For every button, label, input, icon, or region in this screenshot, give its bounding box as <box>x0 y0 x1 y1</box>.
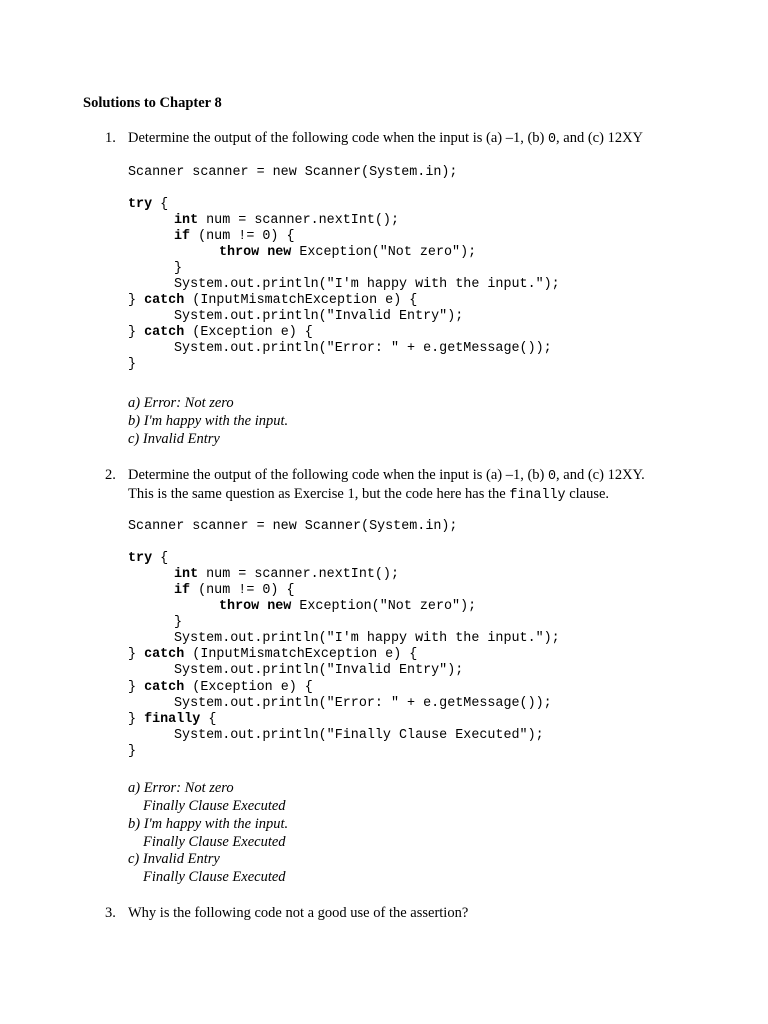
keyword: try <box>128 551 153 566</box>
code-line: System.out.println("I'm happy with the input."); <box>174 277 560 292</box>
answer-line: a) Error: Not zero <box>128 395 234 411</box>
code-line <box>174 213 399 229</box>
code-text: (InputMismatchException e) { <box>184 293 418 308</box>
question-1-text-zero: 0 <box>548 132 557 147</box>
code-text: (num != 0) { <box>190 229 295 244</box>
code-line: System.out.println("Invalid Entry"); <box>174 309 464 324</box>
code-text: { <box>200 712 217 727</box>
question-2-text-line1 <box>128 466 645 486</box>
answer-line: c) Invalid Entry <box>128 851 220 867</box>
code-text: (num != 0) { <box>190 583 295 598</box>
code-text: (Exception e) { <box>184 325 313 340</box>
question-1-number: 1. <box>105 130 116 146</box>
code-line <box>128 680 313 696</box>
code-line <box>128 551 168 567</box>
question-1-text-a: Determine the output of the following code when the input is (a) –1, (b) <box>128 130 548 146</box>
keyword: int <box>174 213 199 228</box>
question-2-text-finally: finally <box>509 488 566 503</box>
code-line: System.out.println("Finally Clause Executed"); <box>174 728 544 743</box>
code-line <box>128 325 313 341</box>
answer-line: c) Invalid Entry <box>128 431 220 447</box>
keyword: catch <box>144 647 185 662</box>
question-2-number: 2. <box>105 467 116 483</box>
question-1-text <box>128 129 643 149</box>
page-title: Solutions to Chapter 8 <box>83 95 222 111</box>
question-2-text-zero: 0 <box>548 469 557 484</box>
keyword: if <box>174 229 191 244</box>
code-text: (InputMismatchException e) { <box>184 647 418 662</box>
code-text: (Exception e) { <box>184 680 313 695</box>
code-line <box>174 229 295 245</box>
code-line: Scanner scanner = new Scanner(System.in); <box>128 165 458 180</box>
keyword: throw new <box>219 245 292 260</box>
question-2-text-c: , and (c) 12XY. <box>556 467 645 483</box>
code-text: { <box>152 197 169 212</box>
code-line: } <box>128 357 137 372</box>
keyword: throw new <box>219 599 292 614</box>
code-text: num = scanner.nextInt(); <box>198 567 400 582</box>
code-line <box>128 293 417 309</box>
answer-line: a) Error: Not zero <box>128 780 234 796</box>
code-line: System.out.println("Error: " + e.getMessage()); <box>174 341 552 356</box>
code-text: } <box>128 293 145 308</box>
code-line <box>219 599 476 615</box>
keyword: catch <box>144 293 185 308</box>
code-text: { <box>152 551 169 566</box>
keyword: int <box>174 567 199 582</box>
code-line <box>128 647 417 663</box>
answer-line: b) I'm happy with the input. <box>128 413 289 429</box>
keyword: finally <box>144 712 201 727</box>
question-2-text-b: This is the same question as Exercise 1, but the code here has the <box>128 486 510 502</box>
code-line <box>128 712 216 728</box>
code-line <box>174 583 295 599</box>
code-text: } <box>128 647 145 662</box>
question-1-text-c: , and (c) 12XY <box>556 130 644 146</box>
code-line: Scanner scanner = new Scanner(System.in); <box>128 519 458 534</box>
code-text: } <box>128 680 145 695</box>
question-2-text-a: Determine the output of the following code when the input is (a) –1, (b) <box>128 467 548 483</box>
question-3-text: Why is the following code not a good use of the assertion? <box>128 905 469 921</box>
code-text: } <box>128 712 145 727</box>
code-line: System.out.println("I'm happy with the input."); <box>174 631 560 646</box>
code-line <box>128 197 168 213</box>
answer-line: Finally Clause Executed <box>143 834 286 850</box>
code-line: } <box>128 744 137 759</box>
code-line <box>219 245 476 261</box>
code-line: System.out.println("Error: " + e.getMessage()); <box>174 696 552 711</box>
code-line: } <box>174 615 183 630</box>
question-2-text-line2 <box>128 485 609 505</box>
keyword: try <box>128 197 153 212</box>
keyword: catch <box>144 325 185 340</box>
question-2-text-d: clause. <box>565 486 610 502</box>
code-text: Exception("Not zero"); <box>291 599 477 614</box>
code-text: num = scanner.nextInt(); <box>198 213 400 228</box>
code-text: } <box>128 325 145 340</box>
keyword: catch <box>144 680 185 695</box>
keyword: if <box>174 583 191 598</box>
code-line: System.out.println("Invalid Entry"); <box>174 663 464 678</box>
answer-line: Finally Clause Executed <box>143 798 286 814</box>
code-line: } <box>174 261 183 276</box>
question-3-number: 3. <box>105 905 116 921</box>
code-text: Exception("Not zero"); <box>291 245 477 260</box>
code-line <box>174 567 399 583</box>
answer-line: Finally Clause Executed <box>143 869 286 885</box>
answer-line: b) I'm happy with the input. <box>128 816 289 832</box>
